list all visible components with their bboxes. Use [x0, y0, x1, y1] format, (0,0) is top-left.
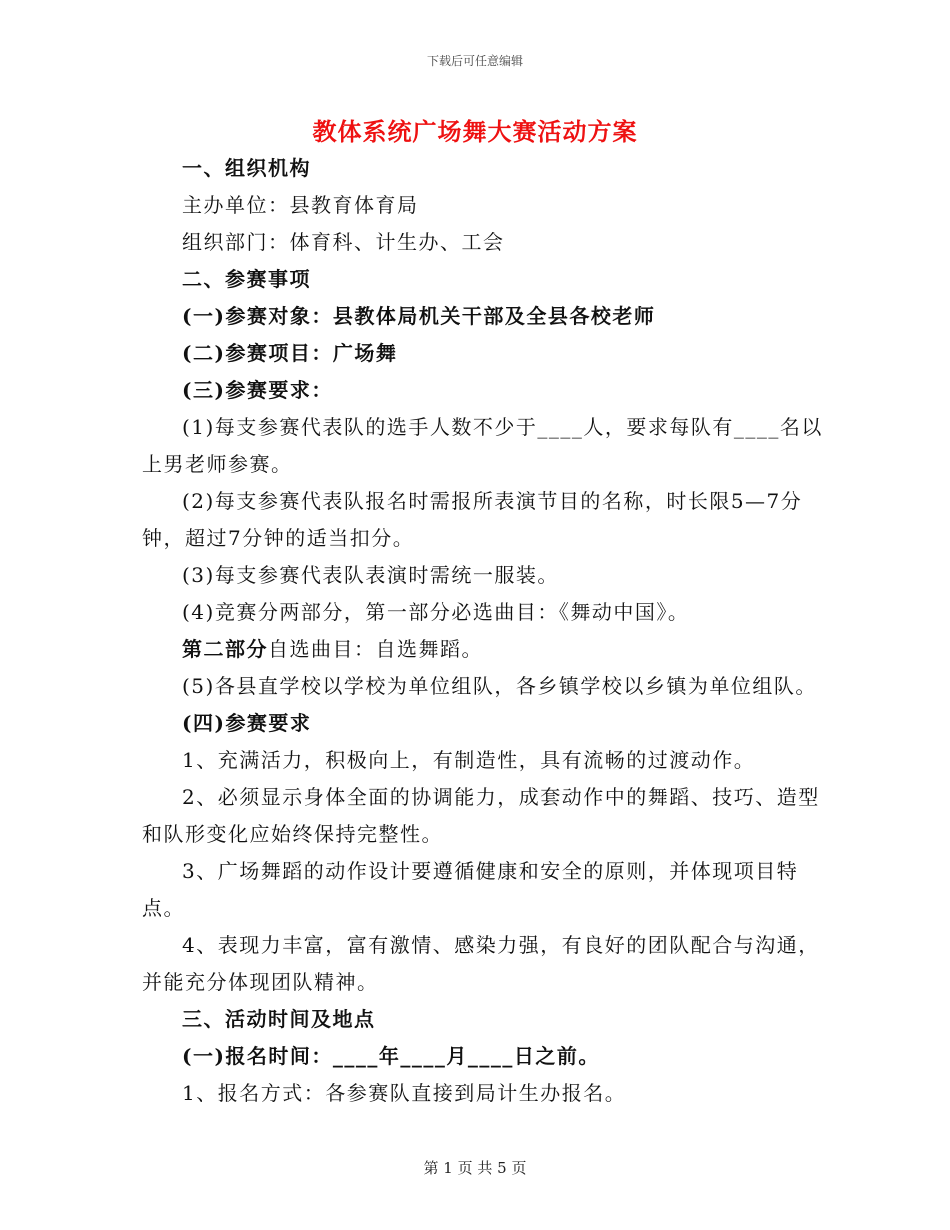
- paragraph-text: 自选曲目：自选舞蹈。: [268, 637, 483, 661]
- paragraph: 三、活动时间及地点: [182, 1007, 376, 1031]
- paragraph: (二)参赛项目：广场舞: [182, 341, 398, 365]
- paragraph: (一)报名时间：____年____月____日之前。: [182, 1044, 600, 1068]
- paragraph: [142, 631, 832, 668]
- paragraph: 4、表现力丰富，富有激情、感染力强，有良好的团队配合与沟通，并能充分体现团队精神。: [142, 933, 820, 994]
- paragraph: 3、广场舞蹈的动作设计要遵循健康和安全的原则，并体现项目特点。: [142, 859, 799, 920]
- paragraph: 主办单位：县教育体育局: [182, 193, 419, 217]
- paragraph: (一)参赛对象：县教体局机关干部及全县各校老师: [182, 304, 656, 328]
- document-title: 教体系统广场舞大赛活动方案: [312, 117, 638, 146]
- paragraph: (4)竞赛分两部分，第一部分必选曲目：《舞动中国》。: [182, 600, 690, 624]
- paragraph: (1)每支参赛代表队的选手人数不少于____人，要求每队有____名以上男老师参赛。: [142, 415, 823, 476]
- paragraph: 1、报名方式：各参赛队直接到局计生办报名。: [182, 1081, 627, 1105]
- paragraph: (2)每支参赛代表队报名时需报所表演节目的名称，时长限5—7分钟，超过7分钟的适当扣分。: [142, 489, 803, 550]
- paragraph: (3)每支参赛代表队表演时需统一服装。: [182, 563, 559, 587]
- paragraph: 1、充满活力，积极向上，有制造性，具有流畅的过渡动作。: [182, 748, 756, 772]
- header-note: 下载后可任意编辑: [426, 54, 523, 68]
- paragraph: 二、参赛事项: [182, 267, 311, 291]
- page-footer: 第 1 页 共 5 页: [423, 1159, 527, 1177]
- document-body: [142, 150, 832, 1112]
- paragraph: (三)参赛要求：: [182, 378, 333, 402]
- paragraph: (5)各县直学校以学校为单位组队，各乡镇学校以乡镇为单位组队。: [182, 674, 817, 698]
- paragraph: 组织部门：体育科、计生办、工会: [182, 230, 505, 254]
- paragraph: 2、必须显示身体全面的协调能力，成套动作中的舞蹈、技巧、造型和队形变化应始终保持完整性。: [142, 785, 820, 846]
- paragraph-lead: 第二部分: [182, 637, 268, 661]
- paragraph: 一、组织机构: [182, 156, 311, 180]
- paragraph: (四)参赛要求: [182, 711, 312, 735]
